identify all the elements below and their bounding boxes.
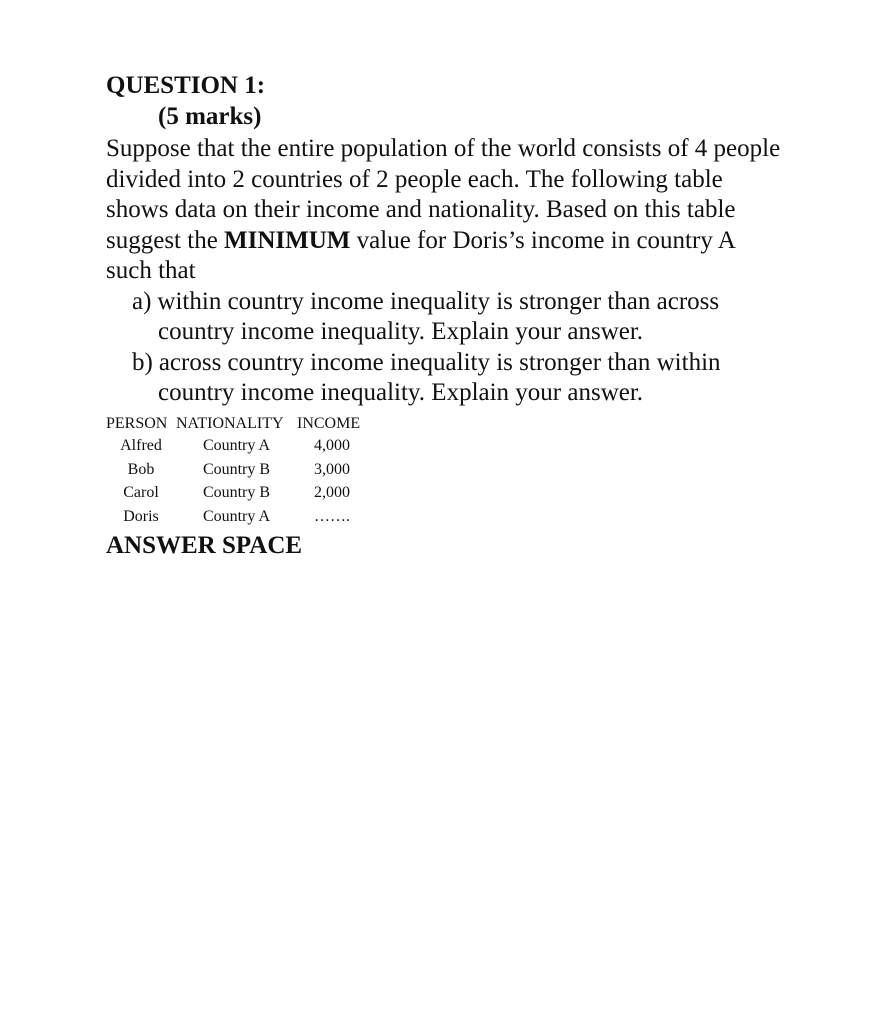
question-parts: [106, 287, 826, 409]
table-row: [106, 458, 367, 482]
person-cell: Bob: [127, 460, 155, 478]
question-intro: [106, 134, 786, 287]
intro-text-start: Suppose that the entire population of the world consists of 4 people divided into 2 countries of 2 people each. The following table shows data on their income and nationality. Based on this table suggest the: [106, 135, 781, 254]
part-label: b): [132, 348, 153, 376]
person-cell: Carol: [123, 484, 159, 502]
answer-space-heading: ANSWER SPACE: [106, 531, 303, 559]
person-cell: Doris: [123, 507, 159, 525]
table-header-row: [106, 413, 367, 435]
column-header-income: INCOME: [297, 414, 361, 432]
question-title: QUESTION 1:: [106, 72, 266, 99]
nationality-cell: Country A: [202, 507, 271, 525]
income-cell: 2,000: [314, 484, 350, 502]
question-part-b: [106, 348, 798, 409]
nationality-cell: Country B: [202, 484, 271, 502]
income-table: [106, 413, 367, 529]
intro-text-end: value for Doris’s income in country A such that: [106, 226, 735, 284]
income-cell: 4,000: [314, 437, 350, 455]
intro-emphasis: MINIMUM: [224, 226, 351, 254]
question-part-a: [106, 287, 798, 348]
table-row: [106, 482, 367, 506]
nationality-cell: Country A: [202, 437, 271, 455]
part-label: a): [132, 287, 152, 315]
column-header-nationality: NATIONALITY: [176, 414, 284, 432]
column-header-person: PERSON: [106, 414, 168, 432]
nationality-cell: Country B: [202, 460, 271, 478]
table-row: [106, 435, 367, 459]
part-text: within country income inequality is stronger than across country income inequality. Explain your answer.: [157, 287, 720, 345]
income-cell: 3,000: [314, 460, 350, 478]
person-cell: Alfred: [120, 437, 162, 455]
table-row: [106, 505, 367, 529]
income-cell: …….: [314, 507, 350, 525]
part-text: across country income inequality is stronger than within country income inequality. Explain your answer.: [158, 348, 721, 406]
question-page: [106, 70, 826, 561]
question-marks: (5 marks): [158, 103, 262, 130]
